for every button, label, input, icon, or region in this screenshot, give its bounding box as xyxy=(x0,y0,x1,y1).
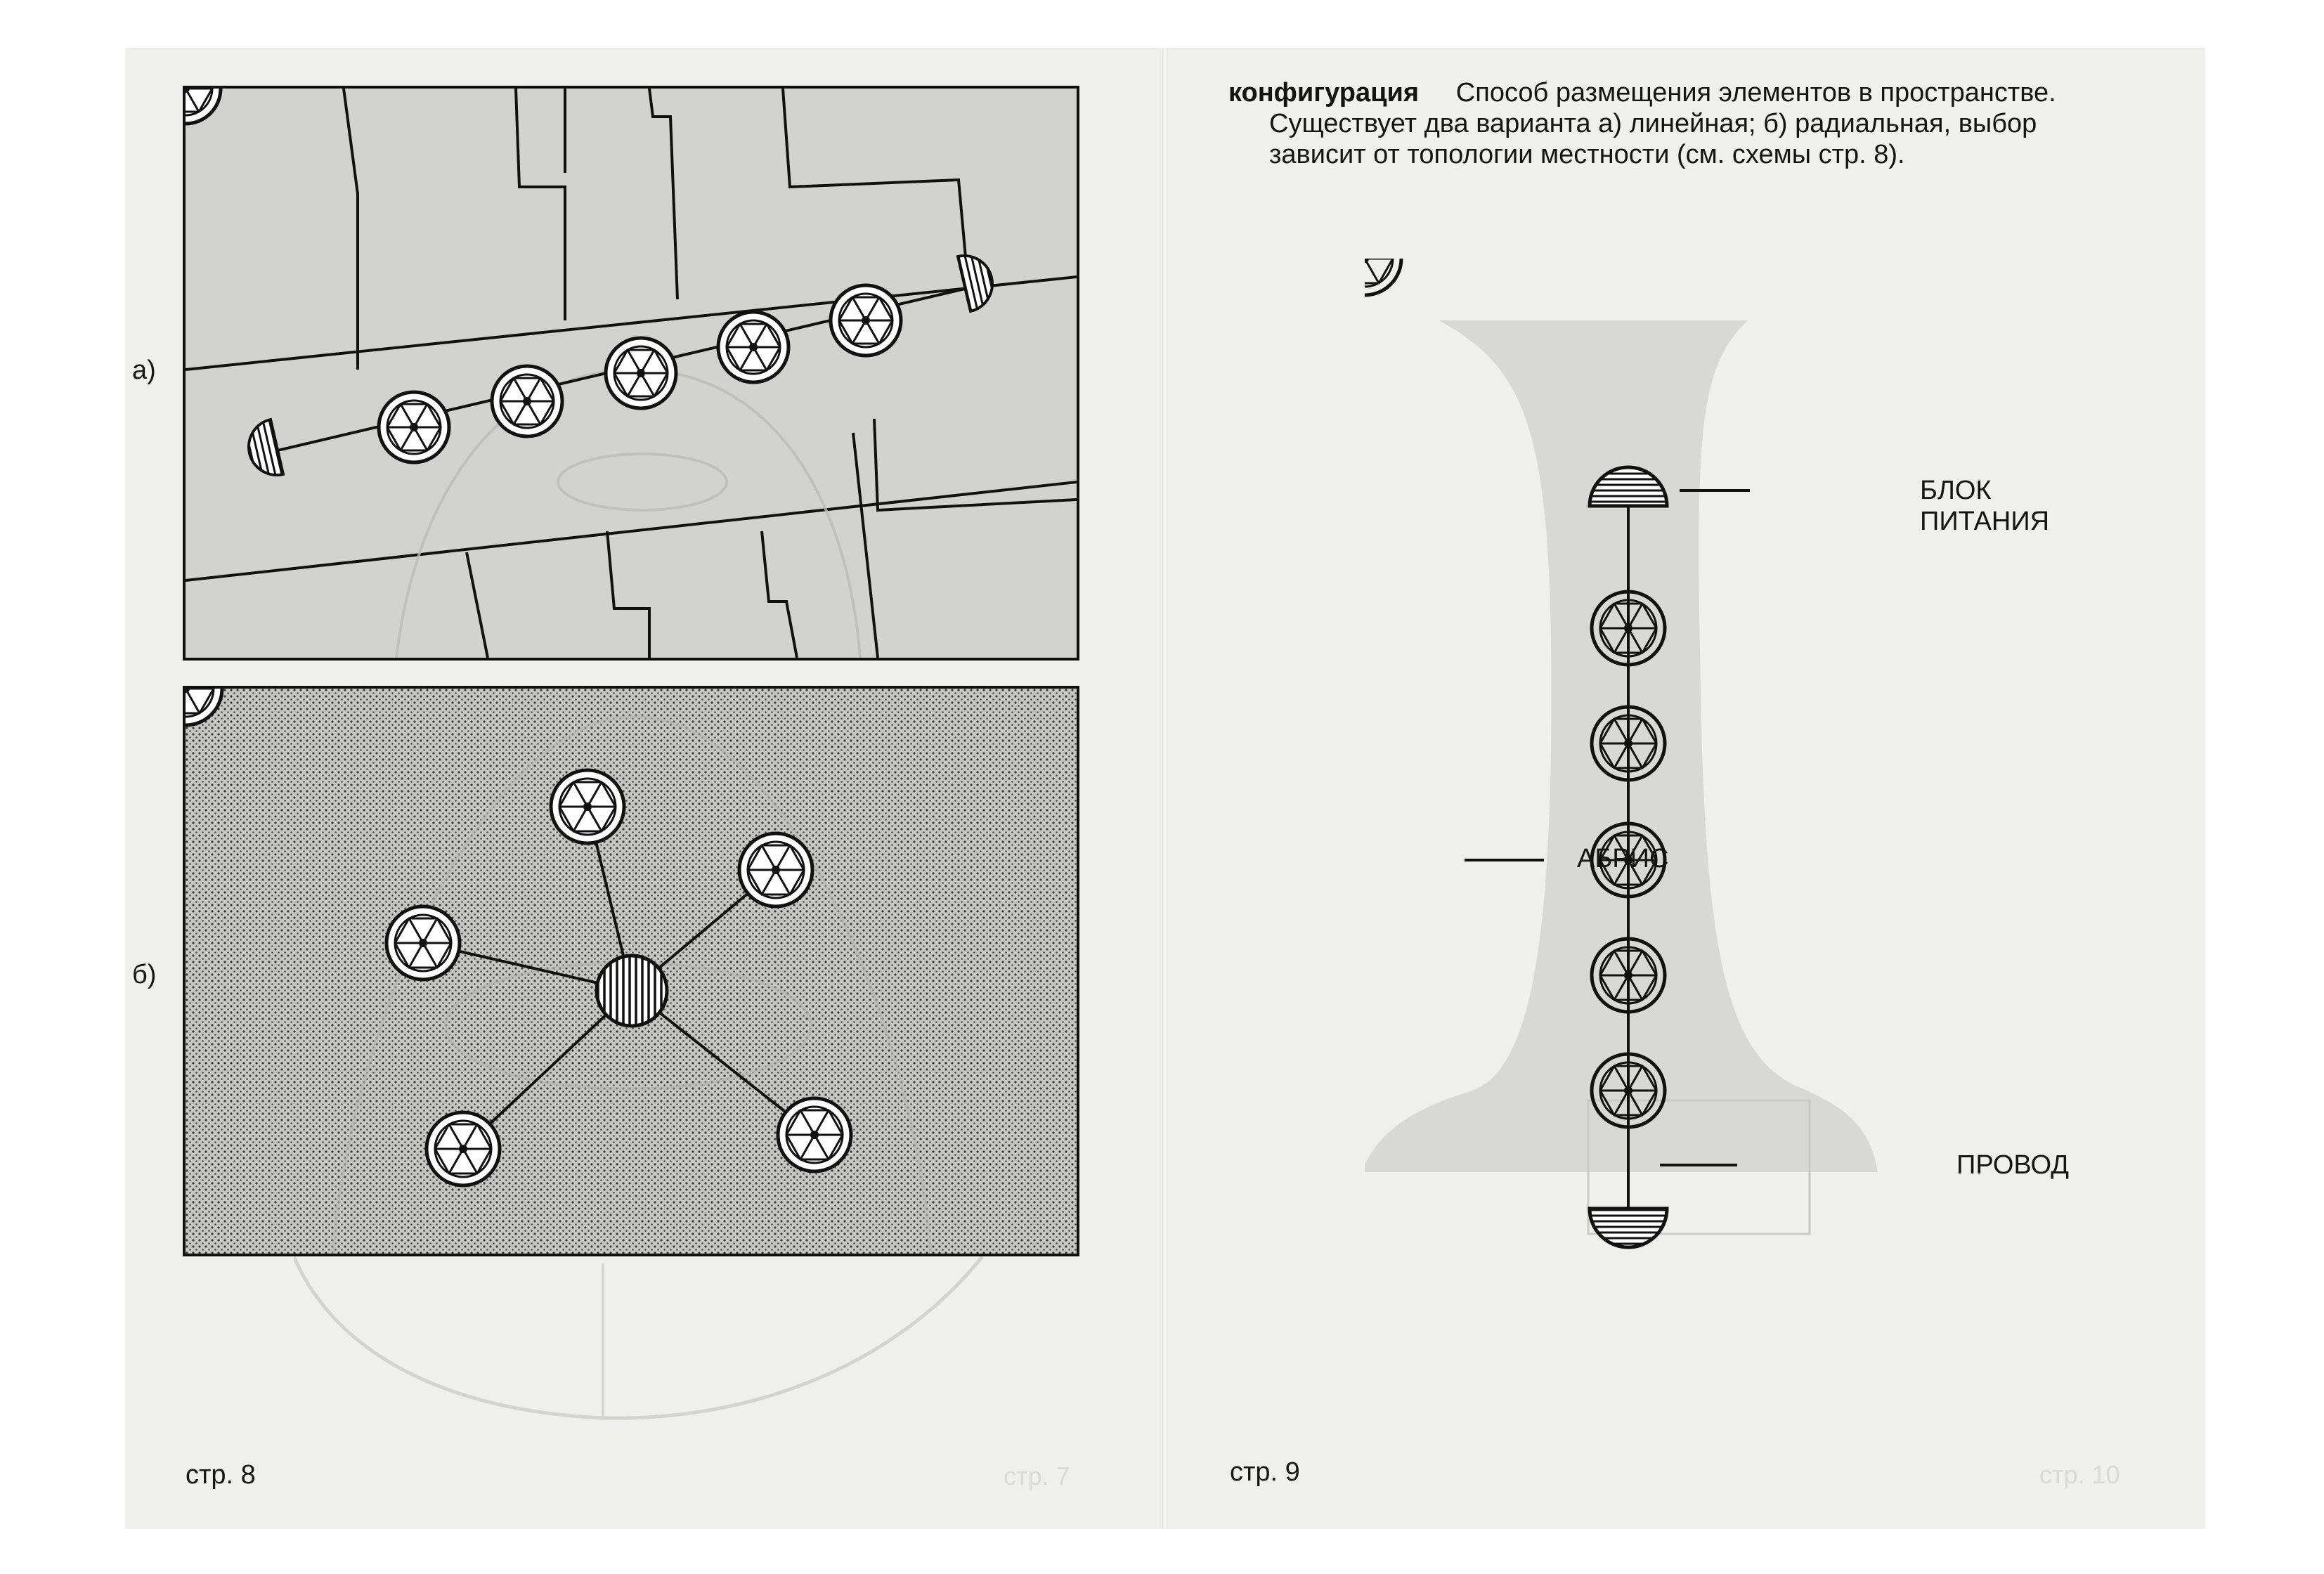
definition-line-1: Способ размещения элементов в пространстве. xyxy=(1455,78,2056,108)
power-unit-label: БЛОК ПИТАНИЯ xyxy=(1920,476,2050,536)
outline-silhouette xyxy=(1365,320,1878,1172)
booklet-spread xyxy=(125,48,2205,1529)
linear-configuration-panel xyxy=(183,86,1079,661)
wire-label: ПРОВОД xyxy=(1956,1150,2069,1180)
radial-configuration-diagram xyxy=(186,689,1077,1254)
bleed-through-page-number: стр. 7 xyxy=(1004,1462,1070,1490)
configuration-definition xyxy=(1228,77,2184,170)
linear-scheme-diagram xyxy=(1365,259,2025,1270)
page-9 xyxy=(1168,48,2205,1529)
definition-term: конфигурация xyxy=(1228,78,1419,108)
definition-line-2: Существует два варианта а) линейная; б) радиальная, выбор xyxy=(1269,109,2037,138)
bleed-through-page-number: стр. 10 xyxy=(2039,1460,2120,1489)
lamp-node-icon xyxy=(1365,259,1401,295)
page-8 xyxy=(125,48,1162,1529)
bleed-through-sketch xyxy=(294,1256,997,1439)
label-variant-a: а) xyxy=(132,356,156,385)
label-variant-b: б) xyxy=(132,960,157,989)
spread-gutter xyxy=(1162,48,1168,1529)
page-number: стр. 9 xyxy=(1230,1457,1300,1487)
page-number: стр. 8 xyxy=(186,1460,256,1490)
linear-configuration-diagram xyxy=(186,89,1077,658)
radial-configuration-panel xyxy=(183,686,1079,1256)
definition-line-3: зависит от топологии местности (см. схемы стр. 8). xyxy=(1269,140,1905,169)
end-cap-icon xyxy=(1590,1209,1667,1247)
outline-label: АБРИС xyxy=(1577,844,1669,873)
